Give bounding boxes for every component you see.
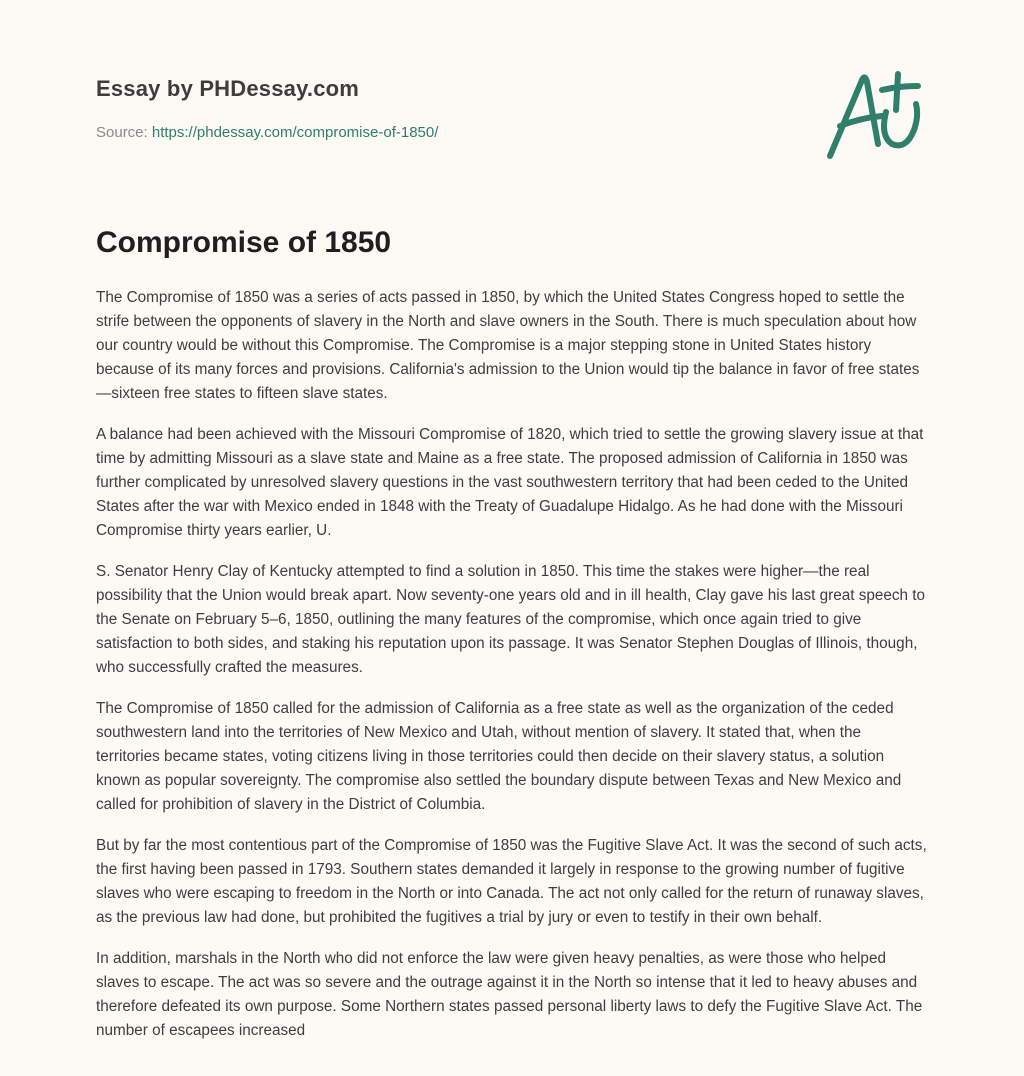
article-paragraph: S. Senator Henry Clay of Kentucky attempted to find a solution in 1850. This time the stakes were higher—the real possibility that the Union would break apart. Now seventy-one years old and in ill health, Clay gave his last great speech to the Senate on February 5–6, 1850, outlining the many features of the compromise, which once again tried to give satisfaction to both sides, and staking his reputation upon its passage. It was Senator Stephen Douglas of Illinois, though, who successfully crafted the measures. [96, 563, 926, 676]
site-brand: Essay by PHDessay.com [96, 76, 360, 101]
source-label: Source: [96, 124, 152, 141]
article-paragraph: In addition, marshals in the North who did not enforce the law were given heavy penalties, as were those who helped slaves to escape. The act was so severe and the outrage against it in the North so intense that it led to heavy abuses and therefore defeated its own purpose. Some Northern states passed personal liberty laws to defy the Fugitive Slave Act. The number of escapees increased [96, 950, 923, 1039]
source-link[interactable]: https://phdessay.com/compromise-of-1850/ [151, 124, 439, 141]
article-paragraph: But by far the most contentious part of the Compromise of 1850 was the Fugitive Slave Act. It was the second of such acts, the first having been passed in 1793. Southern states demanded it largely in response to the growing number of fugitive slaves who were escaping to freedom in the North or into Canada. The act not only called for the return of runaway slaves, as the previous law had done, but prohibited the fugitives a trial by jury or even to testify in their own behalf. [96, 837, 927, 926]
logo-swoosh [884, 104, 917, 145]
source-line [96, 124, 438, 141]
logo-plus-vertical [896, 74, 898, 110]
article-paragraph: The Compromise of 1850 was a series of acts passed in 1850, by which the United States Congress hoped to settle the strife between the opponents of slavery in the North and slave owners in the South. There is much speculation about how our country would be without this Compromise. The Compromise is a major stepping stone in United States history because of its many forces and provisions. California's admission to the Union would tip the balance in favor of free states—sixteen free states to fifteen slave states. [96, 289, 920, 402]
article-title: Compromise of 1850 [96, 226, 392, 259]
a-plus-logo-icon [820, 66, 930, 166]
article-body [96, 286, 928, 1060]
article-paragraph: A balance had been achieved with the Missouri Compromise of 1820, which tried to settle the growing slavery issue at that time by admitting Missouri as a slave state and Maine as a free state. The proposed admission of California in 1850 was further complicated by unresolved slavery questions in the vast southwestern territory that had been ceded to the United States after the war with Mexico ended in 1848 with the Treaty of Guadalupe Hidalgo. As he had done with the Missouri Compromise thirty years earlier, U. [96, 426, 924, 539]
logo-plus-horizontal [882, 86, 918, 90]
article-paragraph: The Compromise of 1850 called for the admission of California as a free state as well as the organization of the ceded southwestern land into the territories of New Mexico and Utah, without mention of slavery. It stated that, when the territories became states, voting citizens living in those territories could then decide on their slavery status, a solution known as popular sovereignty. The compromise also settled the boundary dispute between Texas and New Mexico and called for prohibition of slavery in the District of Columbia. [96, 700, 902, 813]
